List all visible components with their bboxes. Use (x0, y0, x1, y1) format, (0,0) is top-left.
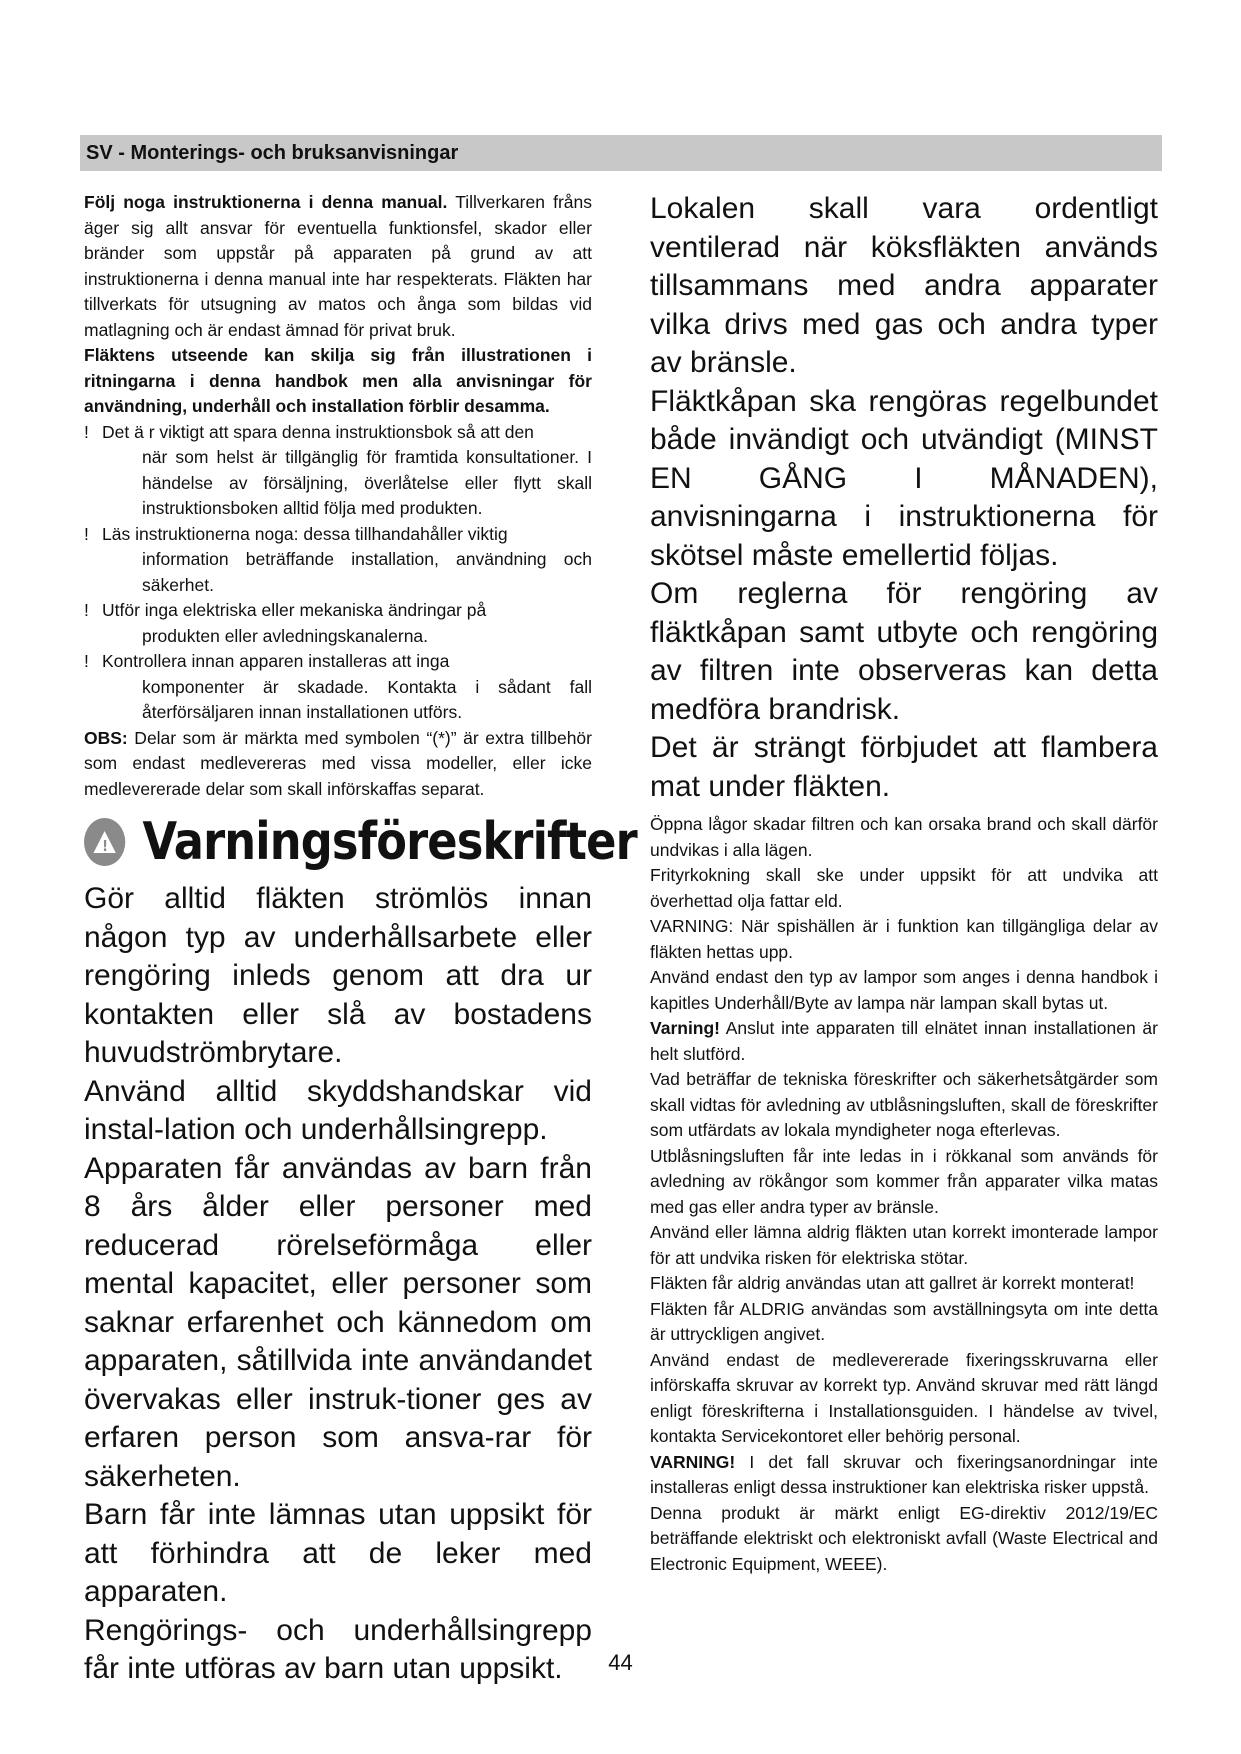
right-paragraph: Utblåsningsluften får inte ledas in i rökkanal som används för avledning av rökångor som kommer från apparater vilka matas med gas eller andra typer av bränsle. (650, 1145, 1158, 1217)
bullet-mark: ! (84, 523, 89, 544)
warning-icon-glyph: ! (102, 838, 108, 855)
right-paragraph: VARNING! I det fall skruvar och fixeringsanordningar inte installeras enligt dessa instruktioner kan elektriska risker uppstå. (650, 1451, 1158, 1497)
right-paragraph: Vad beträffar de tekniska föreskrifter och säkerhetsåtgärder som skall vidtas för avledning av utblåsningsluften, skall de föreskrifter som utfärdats av lokala myndigheter noga efterlevas. (650, 1069, 1158, 1140)
right-big-paragraph: Om reglerna för rengöring av fläktkåpan samt utbyte och rengöring av filtren inte observeras kan detta medföra brandrisk. (650, 577, 1158, 726)
bullet-mark: ! (84, 600, 89, 620)
bullet-first-line: Kontrollera innan apparen installeras att inga (102, 651, 450, 671)
intro-paragraph (84, 190, 592, 343)
obs-label: OBS: (84, 727, 128, 748)
varning-caps-label: VARNING! (650, 1451, 736, 1472)
warning-paragraphs (84, 880, 592, 1689)
right-big-paragraph: Lokalen skall vara ordentligt ventilerad när köksfläkten används tillsammans med andra apparater vilka drivs med gas och andra typer av bränsle. (650, 192, 1158, 379)
right-paragraph: Använd eller lämna aldrig fläkten utan korrekt imonterade lampor för att undvika risken för elektriska stötar. (650, 1222, 1158, 1268)
right-paragraph: Använd endast de medlevererade fixeringsskruvarna eller införskaffa skruvar av korrekt typ. Använd skruvar med rätt längd enligt föreskrifterna i Installationsguiden. I händelse av tvivel, kontakta Servicekontoret eller behörig personal. (650, 1349, 1158, 1446)
warning-paragraph: Apparaten får användas av barn från 8 års ålder eller personer med reducerad rörelseförmåga eller mental kapacitet, eller personer som saknar erfarenhet och kännedom om apparaten, såtillvida inte användandet övervakas eller instruk-tioner ges av erfaren person som ansva-rar för säkerheten. (84, 1151, 592, 1493)
bullet-rest: komponenter är skadade. Kontakta i sådant fall återförsäljaren innan installationen utförs. (142, 676, 592, 722)
warning-title: Varningsföreskrifter (142, 812, 637, 872)
right-small-paragraphs (650, 812, 1158, 1577)
right-paragraph: Fläkten får aldrig användas utan att gallret är korrekt monterat! (650, 1273, 1135, 1293)
right-paragraph: Denna produkt är märkt enligt EG-direktiv 2012/19/EC beträffande elektriskt och elektroniskt avfall (Waste Electrical and Electronic Equipment, WEEE). (650, 1502, 1158, 1574)
section-header: SV - Monterings- och bruksanvisningar (80, 135, 1162, 171)
bullet-item (84, 649, 592, 726)
appearance-note: Fläktens utseende kan skilja sig från illustrationen i ritningarna i denna handbok men alla anvisningar för användning, underhåll och installation förblir desamma. (84, 345, 592, 416)
bullet-rest: information beträffande installation, användning och säkerhet. (142, 549, 592, 595)
bullet-first-line: Det ä r viktigt att spara denna instruktionsbok så att den (102, 421, 534, 442)
right-paragraph: Fläkten får ALDRIG användas som avställningsyta om inte detta är uttryckligen angivet. (650, 1298, 1158, 1344)
warning-paragraph: Barn får inte lämnas utan uppsikt för att förhindra att de leker med apparaten. (84, 1498, 592, 1608)
intro-text: Tillverkaren fråns äger sig allt ansvar för eventuella funktionsfel, skador eller bränder som uppstår på apparaten på grund av att instruktionerna i denna manual inte har respekterats. Fläkten har tillverkats för utsugning av matos och ånga som bildas vid matlagning och är endast ämnad för privat bruk. (84, 192, 592, 340)
bullet-item (84, 420, 592, 522)
intro-block (84, 190, 592, 802)
bullet-first-line: Läs instruktionerna noga: dessa tillhandahåller viktig (102, 523, 508, 544)
bullet-mark: ! (84, 421, 89, 442)
right-paragraph: Öppna lågor skadar filtren och kan orsaka brand och skall därför undvikas i alla lägen. (650, 814, 1158, 860)
right-big-paragraphs (650, 190, 1158, 806)
bullet-first-line: Utför inga elektriska eller mekaniska ändringar på (102, 600, 487, 620)
right-column (650, 190, 1158, 1577)
bullet-mark: ! (84, 651, 89, 671)
obs-note (84, 726, 592, 803)
warning-paragraph: Använd alltid skyddshandskar vid instal-lation och underhållsingrepp. (84, 1074, 592, 1146)
bullet-rest: produkten eller avledningskanalerna. (142, 625, 429, 646)
right-big-paragraph: Fläktkåpan ska rengöras regelbundet både invändigt och utvändigt (MINST EN GÅNG I MÅNADEN), anvisningarna i instruktionerna för skötsel måste emellertid följas. (650, 384, 1158, 572)
right-paragraph: VARNING: När spishällen är i funktion kan tillgängliga delar av fläkten hettas upp. (650, 916, 1158, 962)
right-paragraph: Frityrkokning skall ske under uppsikt för att undvika att överhettad olja fattar eld. (650, 865, 1158, 911)
warning-triangle-icon (84, 818, 125, 866)
varning-label: Varning! (650, 1018, 721, 1038)
warning-heading (84, 812, 637, 872)
bullet-item (84, 598, 592, 649)
warning-paragraph: Gör alltid fläkten strömlös innan någon typ av underhållsarbete eller rengöring inleds genom att dra ur kontakten eller slå av bostadens huvudströmbrytare. (84, 882, 592, 1069)
right-paragraph: Varning! Anslut inte apparaten till elnätet innan installationen är helt slutförd. (650, 1018, 1158, 1064)
page-number: 44 (608, 1650, 633, 1675)
bullet-rest: när som helst är tillgänglig för framtida konsultationer. I händelse av försäljning, överlåtelse eller flytt skall instruktionsboken alltid följa med produkten. (142, 447, 592, 518)
warning-paragraph: Rengörings- och underhållsingrepp får inte utföras av barn utan uppsikt. (84, 1613, 592, 1685)
bullet-item (84, 522, 592, 599)
intro-bold: Följ noga instruktionerna i denna manual. (84, 192, 448, 212)
obs-text: Delar som är märkta med symbolen “(*)” är extra tillbehör som endast medlevereras med vissa modeller, eller icke medlevererade delar som skall införskaffas separat. (84, 727, 592, 799)
right-paragraph: Använd endast den typ av lampor som anges i denna handbok i kapitles Underhåll/Byte av lampa när lampan skall bytas ut. (650, 967, 1158, 1013)
right-big-paragraph: Det är strängt förbjudet att flambera mat under fläkten. (650, 731, 1158, 803)
